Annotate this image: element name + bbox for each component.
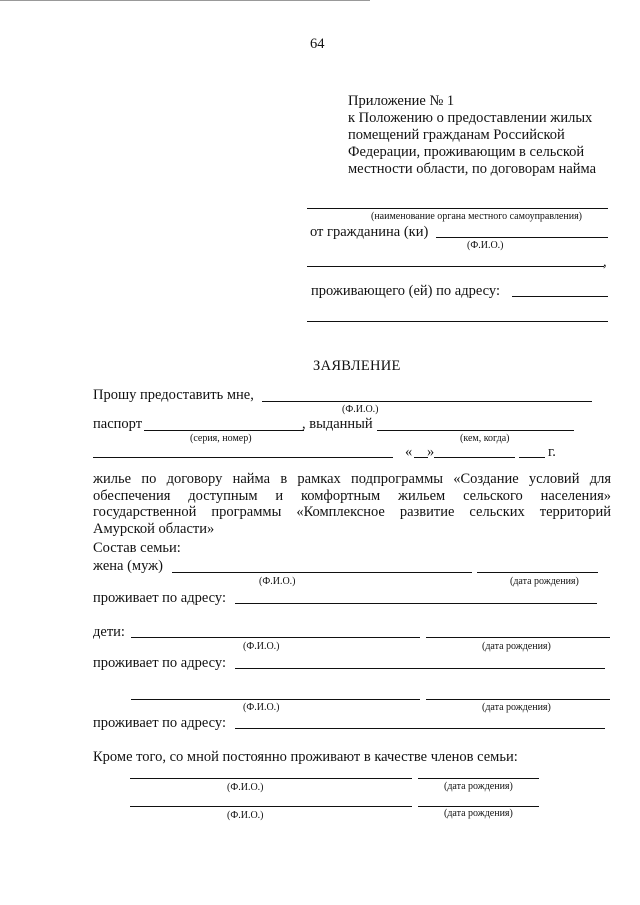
citizen-fio-caption: (Ф.И.О.) — [467, 240, 504, 251]
paragraph-line: обеспечения доступным и комфортным жильем сельского населения» — [93, 487, 611, 504]
applicant-fio-line[interactable] — [262, 401, 592, 402]
child1-dob-line[interactable] — [426, 637, 610, 638]
child2-address-line[interactable] — [235, 728, 605, 729]
issuer-caption: (кем, когда) — [460, 433, 510, 444]
day-line[interactable] — [414, 457, 428, 458]
spouse-fio-line[interactable] — [172, 572, 472, 573]
request-paragraph — [93, 471, 611, 537]
member2-fio-line[interactable] — [130, 806, 412, 807]
applicant-fio-caption: (Ф.И.О.) — [342, 404, 379, 415]
date-close-quote: » — [427, 444, 435, 460]
member2-fio-caption: (Ф.И.О.) — [227, 810, 264, 821]
child2-dob-line[interactable] — [426, 699, 610, 700]
passport-series-caption: (серия, номер) — [190, 433, 252, 444]
spouse-dob-caption: (дата рождения) — [510, 576, 579, 587]
from-citizen-label: от гражданина (ки) — [310, 224, 429, 240]
appendix-line: к Положению о предоставлении жилых — [348, 110, 593, 126]
issuer-line-2[interactable] — [93, 457, 393, 458]
member1-fio-line[interactable] — [130, 778, 412, 779]
child2-fio-caption: (Ф.И.О.) — [243, 702, 280, 713]
date-open-quote: « — [405, 444, 413, 460]
top-edge-line — [0, 0, 370, 1]
paragraph-line: Амурской области» — [93, 520, 215, 537]
issuer-line[interactable] — [377, 430, 574, 431]
document-title: ЗАЯВЛЕНИЕ — [313, 358, 401, 374]
paragraph-line: государственной программы «Комплексное развитие сельских территорий — [93, 504, 611, 520]
appendix-title: Приложение № 1 — [348, 93, 455, 109]
also-living-label: Кроме того, со мной постоянно проживают в качестве членов семьи: — [93, 749, 518, 765]
child1-address-label: проживает по адресу: — [93, 655, 226, 671]
issued-label: , выданный — [302, 416, 373, 432]
address-line[interactable] — [512, 296, 608, 297]
citizen-fio-line[interactable] — [436, 237, 608, 238]
spouse-fio-caption: (Ф.И.О.) — [259, 576, 296, 587]
children-label: дети: — [93, 624, 125, 640]
address-line-2[interactable] — [307, 321, 608, 322]
appendix-line: помещений гражданам Российской — [348, 127, 565, 143]
appendix-line: Федерации, проживающим в сельской — [348, 144, 585, 160]
org-name-line[interactable] — [307, 208, 608, 209]
org-name-caption: (наименование органа местного самоуправления) — [371, 211, 583, 222]
member1-dob-line[interactable] — [418, 778, 539, 779]
request-label: Прошу предоставить мне, — [93, 387, 254, 403]
child1-fio-line[interactable] — [131, 637, 420, 638]
comma: , — [603, 254, 607, 270]
child1-fio-caption: (Ф.И.О.) — [243, 641, 280, 652]
family-heading: Состав семьи: — [93, 540, 181, 556]
child2-address-label: проживает по адресу: — [93, 715, 226, 731]
page-number: 64 — [310, 36, 325, 52]
month-line[interactable] — [434, 457, 515, 458]
child1-address-line[interactable] — [235, 668, 605, 669]
spouse-dob-line[interactable] — [477, 572, 598, 573]
member1-fio-caption: (Ф.И.О.) — [227, 782, 264, 793]
member2-dob-line[interactable] — [418, 806, 539, 807]
member1-dob-caption: (дата рождения) — [444, 781, 513, 792]
paragraph-line: жилье по договору найма в рамках подпрограммы «Создание условий для — [93, 471, 611, 487]
child2-fio-line[interactable] — [131, 699, 420, 700]
year-line[interactable] — [519, 457, 545, 458]
appendix-line: местности области, по договорам найма — [348, 161, 597, 177]
child2-dob-caption: (дата рождения) — [482, 702, 551, 713]
citizen-fio-line-2[interactable] — [307, 266, 604, 267]
member2-dob-caption: (дата рождения) — [444, 808, 513, 819]
passport-label: паспорт — [93, 416, 143, 432]
spouse-address-line[interactable] — [235, 603, 597, 604]
spouse-address-label: проживает по адресу: — [93, 590, 226, 606]
year-suffix: г. — [548, 444, 556, 460]
passport-number-line[interactable] — [144, 430, 304, 431]
child1-dob-caption: (дата рождения) — [482, 641, 551, 652]
spouse-label: жена (муж) — [93, 558, 163, 574]
address-label: проживающего (ей) по адресу: — [311, 283, 500, 299]
